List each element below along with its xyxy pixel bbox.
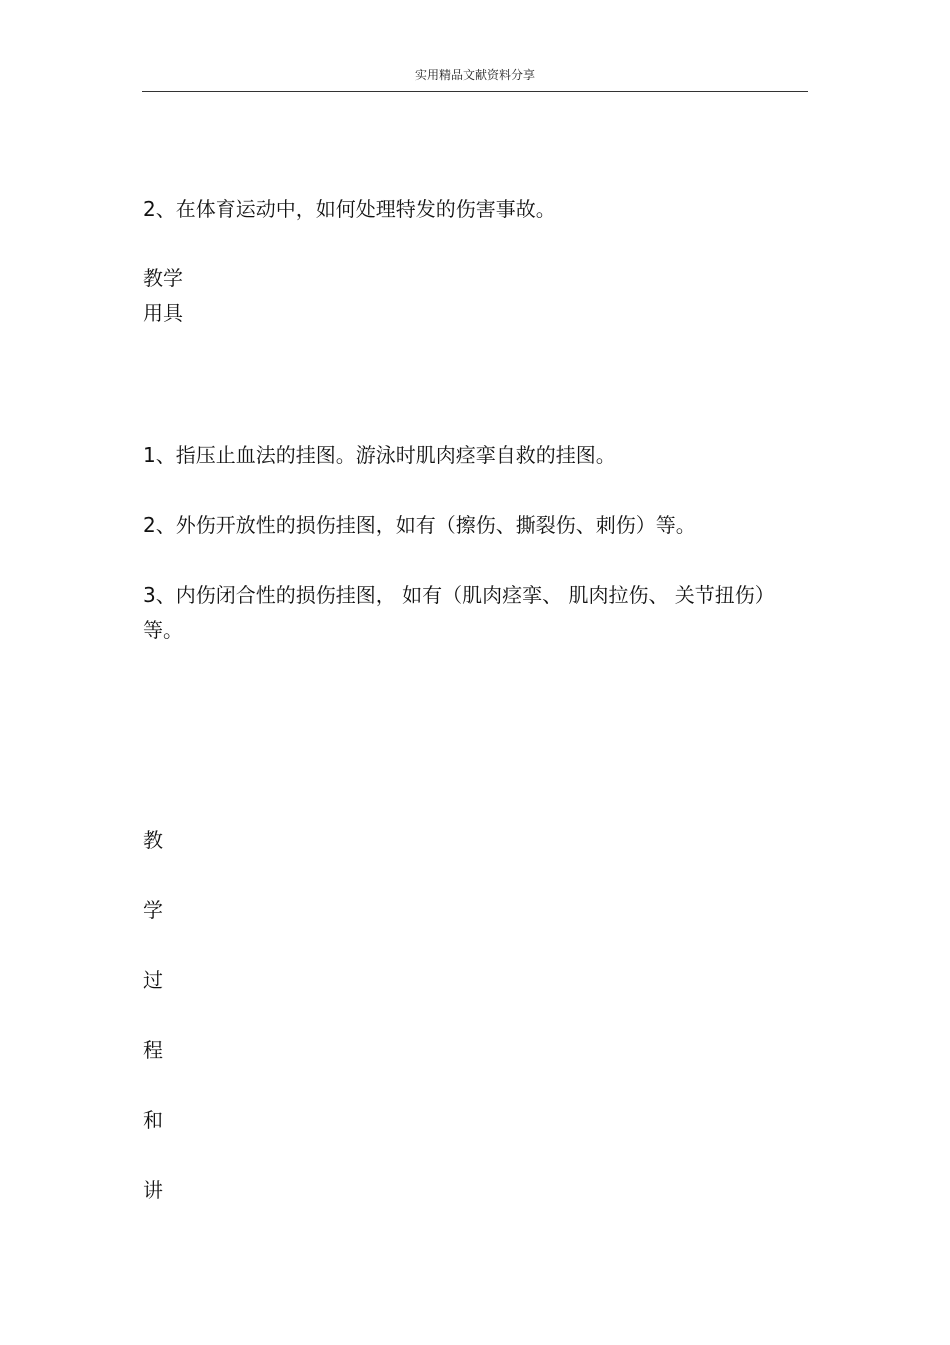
vertical-label-char: 过 <box>143 968 163 992</box>
tool-item-1: 1、指压止血法的挂图。游泳时肌肉痉挛自救的挂图。 <box>143 443 616 467</box>
teaching-tools-label-line1: 教学 <box>143 266 183 290</box>
tool-item-3: 3、内伤闭合性的损伤挂图， 如有（肌肉痉挛、 肌肉拉伤、 关节扭伤） <box>143 583 775 607</box>
vertical-label-char: 程 <box>143 1038 163 1062</box>
tool-item-3-continued: 等。 <box>143 618 183 642</box>
vertical-label-char: 学 <box>143 898 163 922</box>
page-header: 实用精品文献资料分享 <box>414 68 535 82</box>
header-divider <box>142 91 808 92</box>
teaching-tools-label-line2: 用具 <box>143 301 183 325</box>
vertical-label-char: 讲 <box>143 1178 163 1202</box>
vertical-label-char: 和 <box>143 1108 163 1132</box>
question-item-2: 2、在体育运动中，如何处理特发的伤害事故。 <box>143 197 556 221</box>
vertical-label-char: 教 <box>143 828 163 852</box>
tool-item-2: 2、外伤开放性的损伤挂图，如有（擦伤、撕裂伤、刺伤）等。 <box>143 513 696 537</box>
